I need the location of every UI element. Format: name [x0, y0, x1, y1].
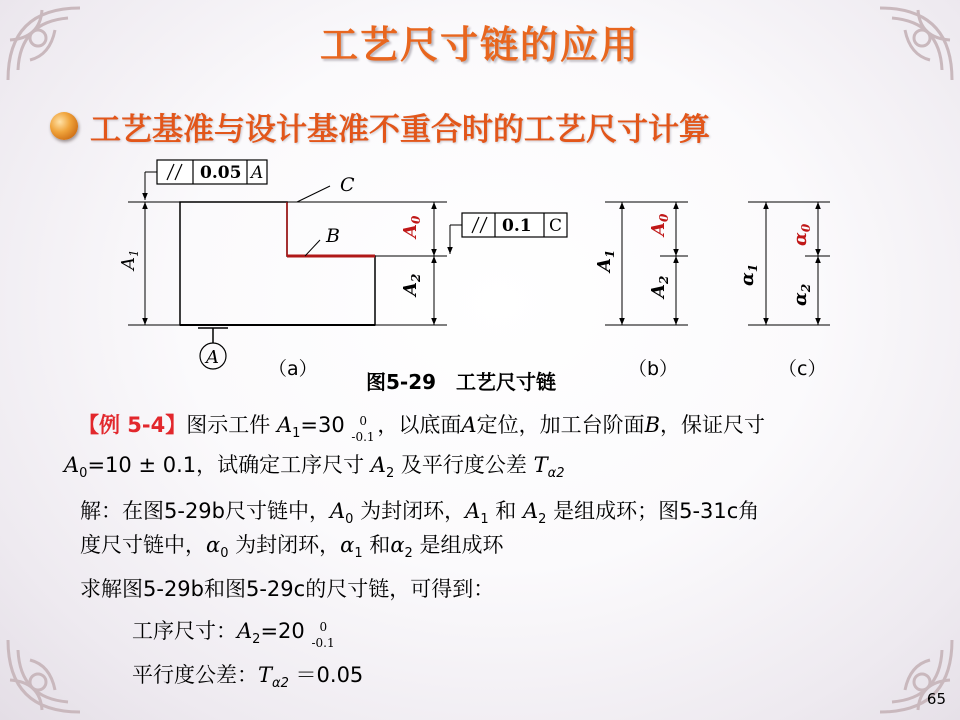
label-B: B	[326, 225, 340, 247]
result-process-dimension: 工序尺寸：$A_2=20$ 0 -0.1	[132, 619, 335, 650]
tolerance-stack: 0 -0.1	[351, 414, 375, 444]
corner-ornament-bottom-left	[8, 640, 80, 712]
label-A1-b: $A_1$	[594, 249, 617, 272]
example-line-1: 【例 5-4】图示工件 $A_1=30$ 0 -0.1 ，以底面A定位，加工台阶面B，保证尺寸	[78, 413, 766, 444]
label-A1-a: $A_1$	[118, 249, 141, 270]
tol-datum-c: C	[549, 216, 563, 236]
solution-line-1: 解：在图5-29b尺寸链中，$A_0$ 为封闭环，$A_1$ 和 $A_2$ 是组成环；图5-31c角	[80, 499, 760, 528]
example-tag: 【例 5-4】	[78, 413, 187, 437]
label-A2-a: $A_2$	[400, 273, 423, 296]
tol-datum-a: A	[251, 163, 264, 183]
caption-b: （b）	[628, 358, 679, 380]
label-a0-c: $\alpha_0$	[790, 223, 813, 246]
solution-line-2: 度尺寸链中，$\alpha_0$ 为封闭环，$\alpha_1$ 和$\alpha_2$ 是组成环	[80, 533, 504, 562]
workpiece-outline	[180, 202, 375, 325]
slide-title: 工艺尺寸链的应用	[319, 23, 640, 67]
label-datum-A: A	[206, 347, 219, 368]
figure-caption: 图5-29 工艺尺寸链	[366, 370, 557, 394]
tol-value-c: 0.1	[502, 216, 532, 236]
caption-c: （c）	[778, 358, 827, 380]
caption-a: （a）	[268, 358, 318, 380]
page-number: 65	[926, 690, 946, 708]
label-a1-c: $\alpha_1$	[737, 263, 760, 286]
tol-value-a: 0.05	[200, 163, 242, 183]
example-line-2: $A_0=10 \pm 0.1$，试确定工序尺寸 $A_2$ 及平行度公差 $T_{\alpha 2}$	[64, 453, 565, 482]
solution-line-3: 求解图5-29b和图5-29c的尺寸链，可得到：	[80, 577, 495, 601]
label-a2-c: $\alpha_2$	[790, 283, 813, 306]
label-A2-b: $A_2$	[648, 275, 671, 298]
result-parallelism-tolerance: 平行度公差：$T_{\alpha 2} =0.05$	[132, 663, 364, 692]
label-C: C	[340, 174, 355, 196]
label-A0-a: $A_0$	[400, 215, 423, 238]
slide-subtitle: 工艺基准与设计基准不重合时的工艺尺寸计算	[90, 112, 710, 148]
label-A0-b: $A_0$	[648, 213, 671, 236]
